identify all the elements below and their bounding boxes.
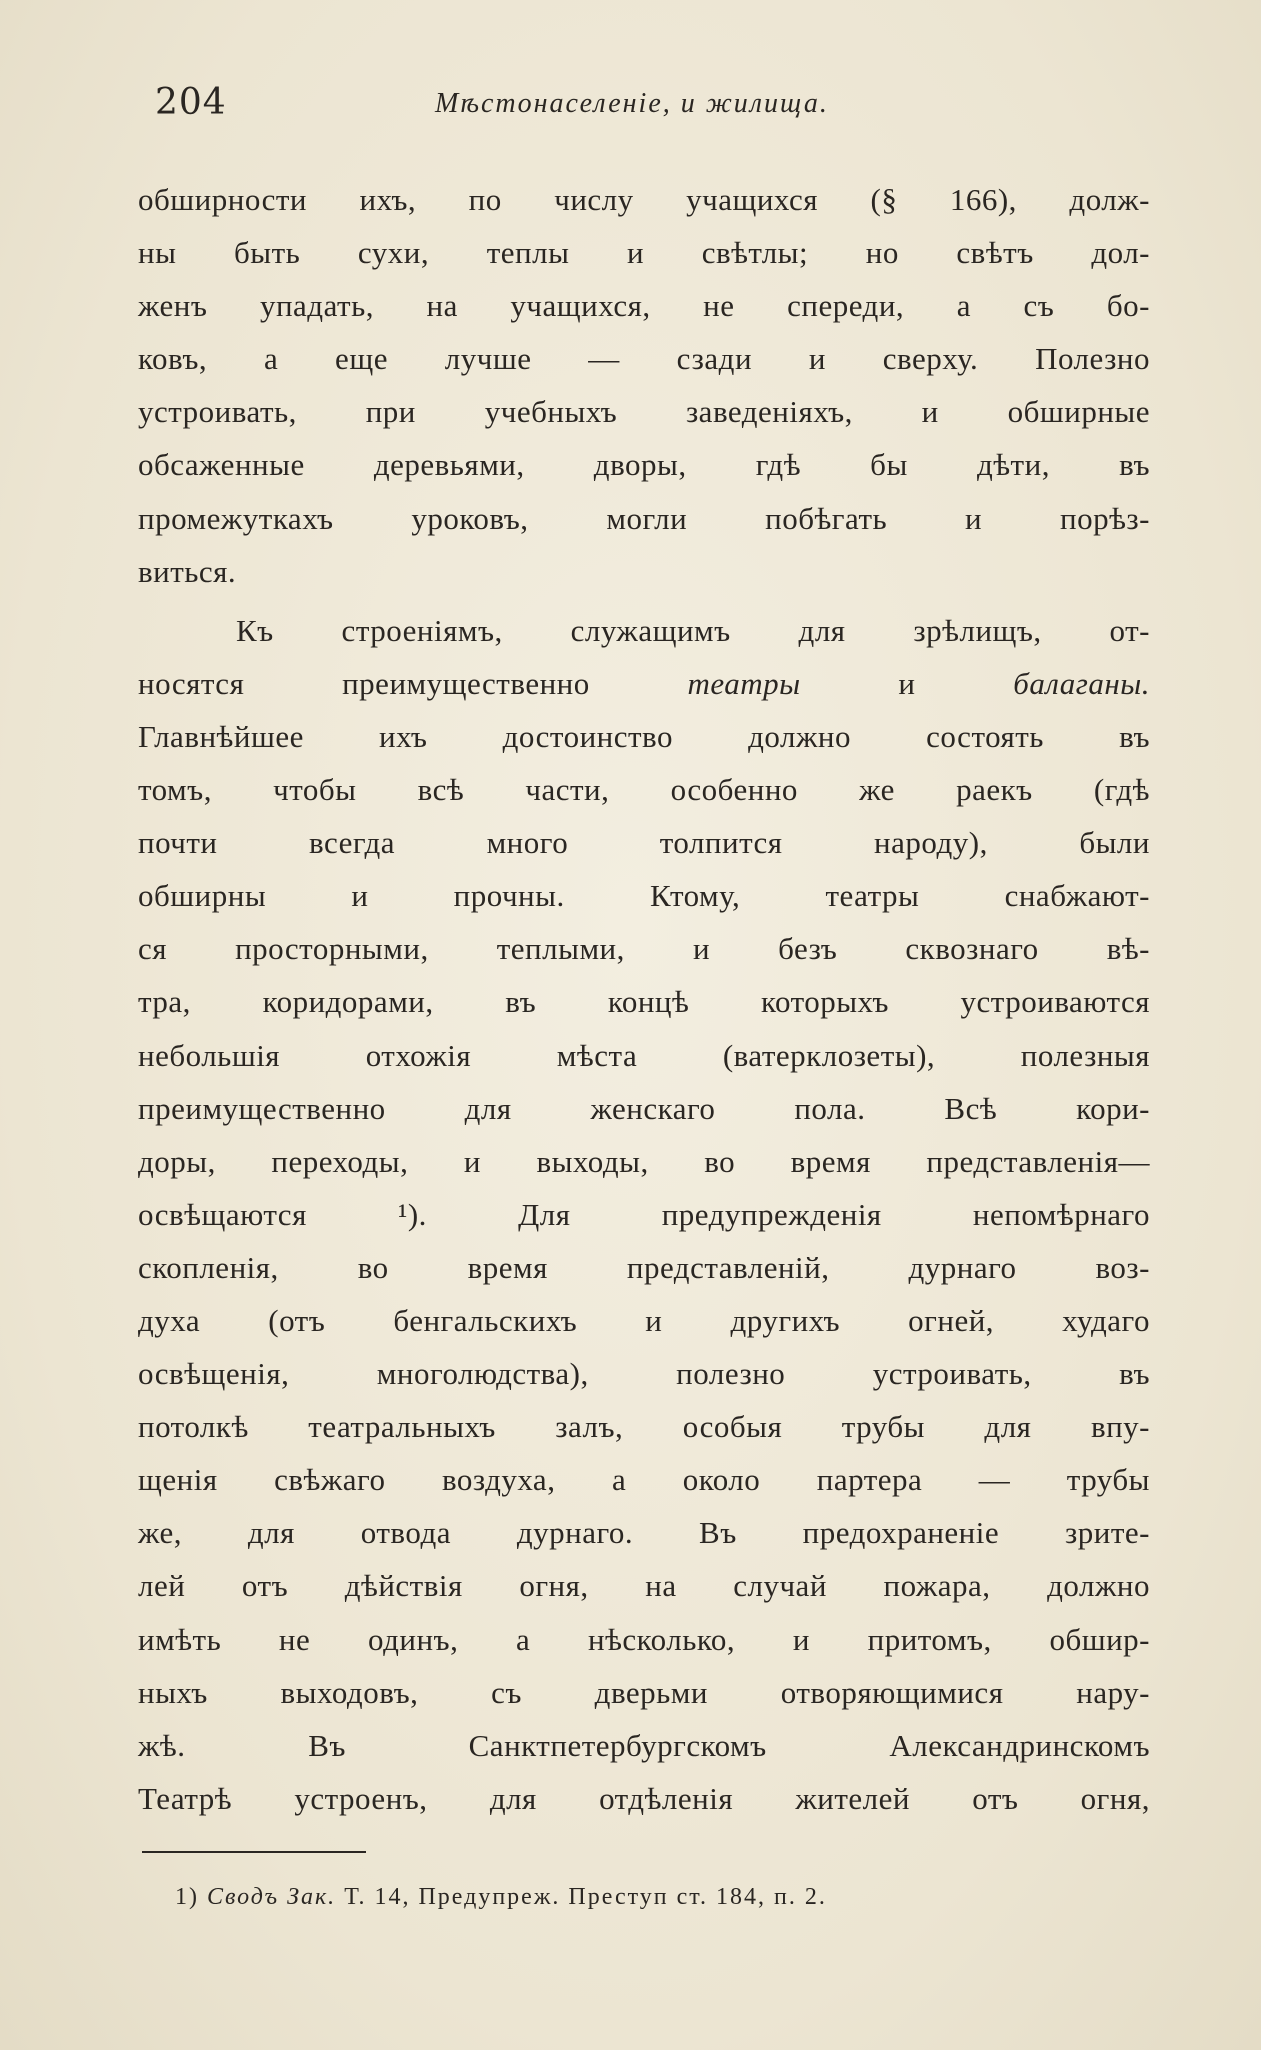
- text-line: Главнѣйшее ихъ достоинство должно состоять въ: [138, 718, 1150, 754]
- footnote-source: Сводъ Зак.: [207, 1884, 337, 1910]
- footnote-marker: 1): [175, 1884, 199, 1910]
- text-line: ковъ, а еще лучше — сзади и сверху. Полезно: [138, 341, 1150, 377]
- text-line: освѣщенія, многолюдства), полезно устроивать, въ: [138, 1356, 1150, 1392]
- text-line: устроивать, при учебныхъ заведеніяхъ, и обширные: [138, 394, 1150, 430]
- text-line: щенія свѣжаго воздуха, а около партера — трубы: [138, 1462, 1150, 1498]
- page-header: [155, 82, 1155, 132]
- text-line: небольшія отхожія мѣста (ватерклозеты), полезныя: [138, 1037, 1150, 1073]
- text-line: тра, коридорами, въ концѣ которыхъ устроиваются: [138, 984, 1150, 1020]
- text-line: же, для отвода дурнаго. Въ предохраненіе зрите-: [138, 1515, 1150, 1551]
- text-line: ны быть сухи, теплы и свѣтлы; но свѣтъ дол-: [138, 235, 1150, 271]
- text-segment: и: [800, 665, 1014, 701]
- text-line: почти всегда много толпится народу), были: [138, 825, 1150, 861]
- text-line: обсаженные деревьями, дворы, гдѣ бы дѣти, въ: [138, 447, 1150, 483]
- running-head: Мѣстонаселеніе, и жилища.: [435, 88, 829, 119]
- footnote-reference: Т. 14, Предупреж. Преступ ст. 184, п. 2.: [344, 1884, 827, 1910]
- text-line: женъ упадать, на учащихся, не спереди, а съ бо-: [138, 288, 1150, 324]
- text-line: ся просторными, теплыми, и безъ сквознаго вѣ-: [138, 931, 1150, 967]
- text-line: [138, 657, 1150, 710]
- footnote-rule: [142, 1851, 366, 1853]
- text-line: ныхъ выходовъ, съ дверьми отворяющимися нару-: [138, 1674, 1150, 1710]
- text-line: доры, переходы, и выходы, во время представленія—: [138, 1143, 1150, 1179]
- text-line: скопленія, во время представленій, дурнаго воз-: [138, 1249, 1150, 1285]
- text-line: лей отъ дѣйствія огня, на случай пожара, должно: [138, 1568, 1150, 1604]
- text-line: потолкѣ театральныхъ залъ, особыя трубы для впу-: [138, 1409, 1150, 1445]
- page-number: 204: [155, 82, 227, 123]
- text-line: освѣщаются ¹). Для предупрежденія непомѣрнаго: [138, 1196, 1150, 1232]
- footnote: [175, 1884, 1155, 1911]
- text-segment: носятся преимущественно: [138, 665, 688, 701]
- text-line: томъ, чтобы всѣ части, особенно же раекъ (гдѣ: [138, 772, 1150, 808]
- text-line: виться.: [138, 553, 237, 589]
- text-line: обширности ихъ, по числу учащихся (§ 166), долж-: [138, 182, 1150, 217]
- italic-term-theatres: театры: [687, 665, 801, 701]
- text-line: духа (отъ бенгальскихъ и другихъ огней, худаго: [138, 1302, 1150, 1338]
- italic-term-balagany: балаганы.: [1013, 665, 1151, 701]
- text-line: обширны и прочны. Ктому, театры снабжают-: [138, 878, 1150, 914]
- text-line: Театрѣ устроенъ, для отдѣленія жителей отъ огня,: [138, 1780, 1150, 1816]
- text-line-paragraph-start: Къ строеніямъ, служащимъ для зрѣлищъ, от-: [236, 612, 1150, 648]
- text-line: жѣ. Въ Санктпетербургскомъ Александринскомъ: [138, 1727, 1150, 1763]
- text-line: преимущественно для женскаго пола. Всѣ кори-: [138, 1090, 1150, 1126]
- text-line: промежуткахъ уроковъ, могли побѣгать и порѣз-: [138, 500, 1150, 536]
- body-text: [138, 173, 1150, 1825]
- text-line: имѣть не одинъ, а нѣсколько, и притомъ, обшир-: [138, 1621, 1150, 1657]
